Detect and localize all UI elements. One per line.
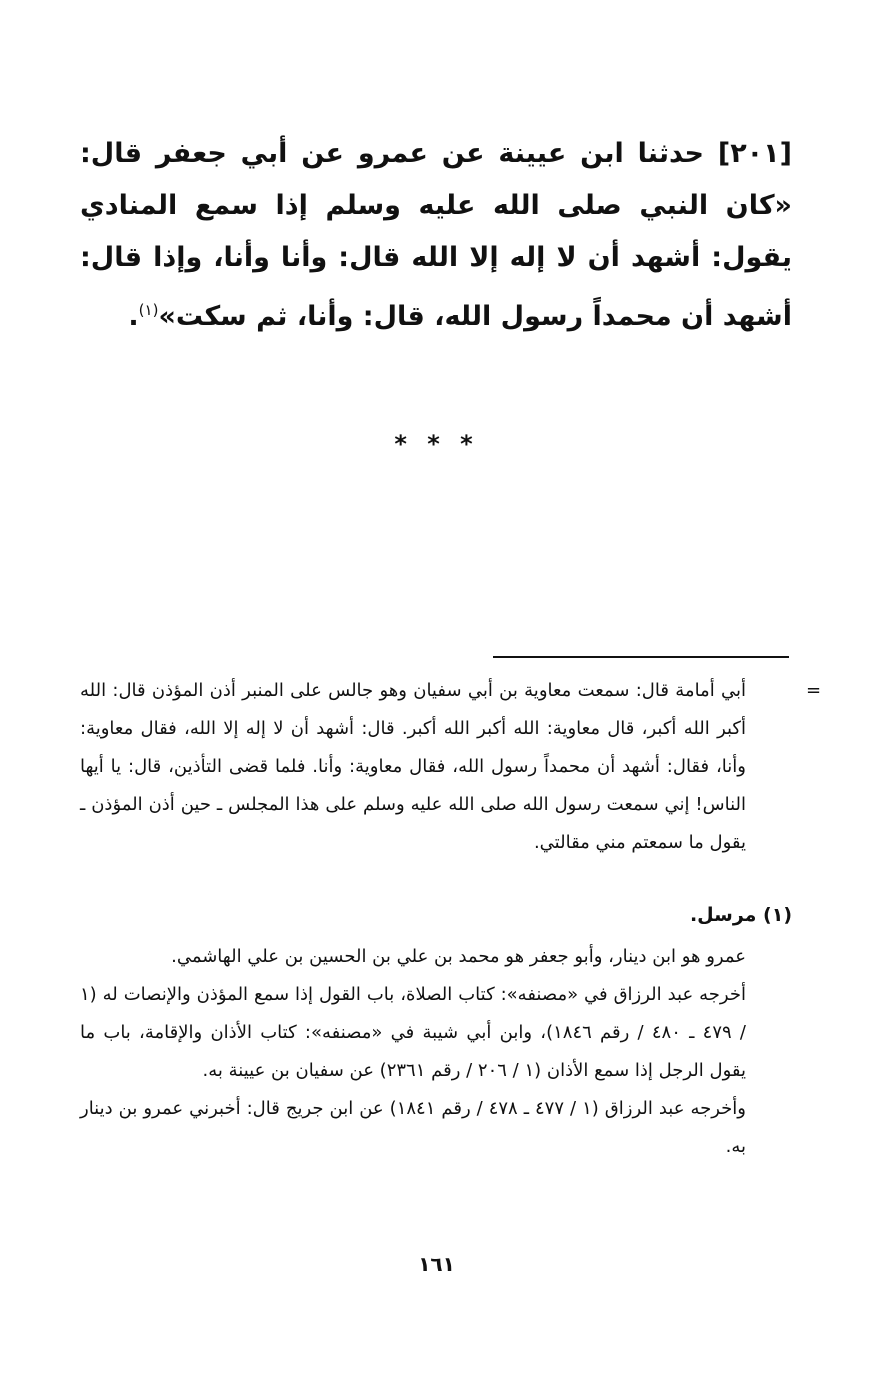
footnote-heading: (١) مرسل. (689, 904, 792, 926)
footnote-continuation (80, 672, 746, 862)
footnote-continuation-text: أبي أمامة قال: سمعت معاوية بن أبي سفيان وهو جالس على المنبر أذن المؤذن قال: الله أكبر الله أكبر، قال معاوية: الله أكبر الله أكبر. قال: أشهد أن لا إله إلا الله، فقال معاوية: وأنا، فقال: أشهد أن محمداً رسول الله، فقال معاوية: وأنا. فلما قضى التأذين، قال: يا أيها الناس! إني سمعت رسول الله صلى الله عليه وسلم على هذا المجلس ـ حين أذن المؤذن ـ يقول ما سمعتم مني مقالتي. (80, 680, 746, 853)
section-separator: * * * (394, 430, 479, 458)
footnote-body (80, 938, 746, 1166)
hadith-body: [٢٠١] حدثنا ابن عيينة عن عمرو عن أبي جعفر قال: «كان النبي صلى الله عليه وسلم إذا سمع المنادي يقول: أشهد أن لا إله إلا الله قال: وأنا وأنا، وإذا قال: أشهد أن محمداً رسول الله، قال: وأنا، ثم سكت» (80, 138, 792, 332)
hadith-period: . (128, 301, 139, 332)
footnote-reference: (١) (138, 301, 159, 319)
footnote-paragraph: عمرو هو ابن دينار، وأبو جعفر هو محمد بن علي بن الحسين بن علي الهاشمي. (171, 946, 746, 967)
footnote-paragraph: أخرجه عبد الرزاق في «مصنفه»: كتاب الصلاة، باب القول إذا سمع المؤذن والإنصات له (١ / ٤٧٩ ـ ٤٨٠ / رقم ١٨٤٦)، وابن أبي شيبة في «مصنفه»: كتاب الأذان والإقامة، باب ما يقول الرجل إذا سمع الأذان (١ / ٢٠٦ / رقم ٢٣٦١) عن سفيان بن عيينة به. (80, 984, 746, 1081)
hadith-text (80, 128, 792, 343)
footnote-divider (493, 656, 789, 658)
page-number: ١٦١ (418, 1252, 455, 1276)
footnote-continuation-mark: = (806, 680, 822, 701)
footnote-paragraph: وأخرجه عبد الرزاق (١ / ٤٧٧ ـ ٤٧٨ / رقم ١٨٤١) عن ابن جريج قال: أخبرني عمرو بن دينار به. (80, 1098, 747, 1157)
